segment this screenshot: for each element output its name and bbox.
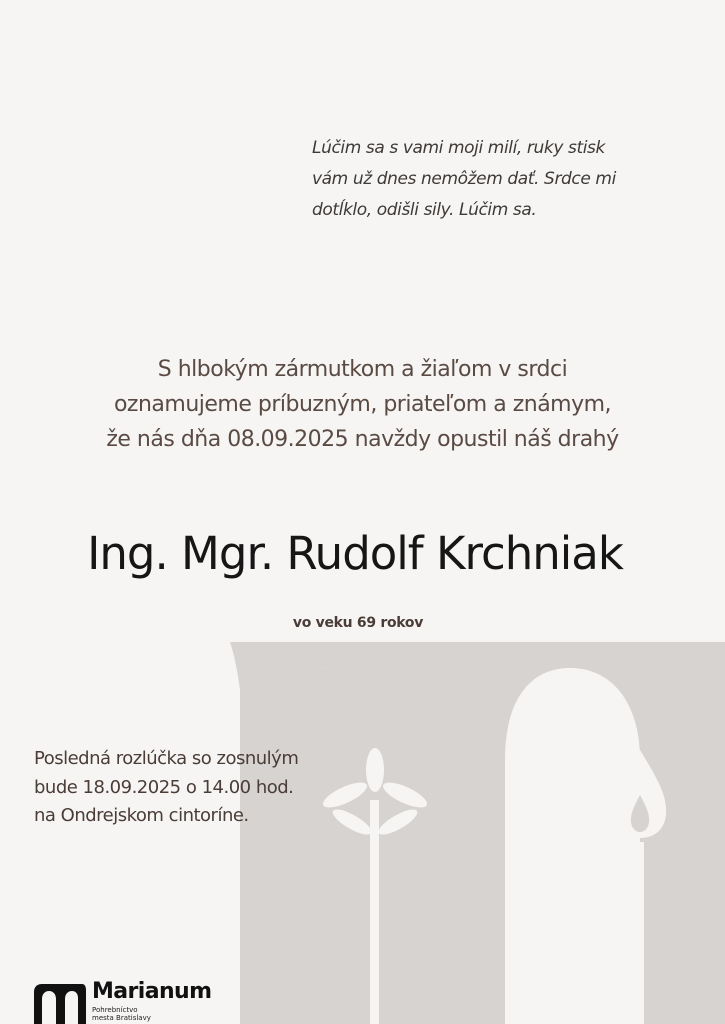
logo-subtitle-line: Pohrebníctvo [92, 1006, 138, 1014]
death-announcement [0, 352, 725, 457]
logo-name: Marianum [92, 979, 212, 1004]
announcement-line: oznamujeme príbuzným, priateľom a známym, [113, 392, 612, 417]
funeral-line: bude 18.09.2025 o 14.00 hod. [34, 776, 294, 798]
farewell-quote [312, 133, 652, 226]
logo-subtitle [92, 1006, 202, 1022]
announcement-line: S hlbokým zármutkom a žiaľom v srdci [157, 357, 568, 382]
quote-line: vám už dnes nemôžem dať. Srdce mi [312, 169, 616, 189]
deceased-age: vo veku 69 rokov [292, 615, 424, 631]
funeral-line: na Ondrejskom cintoríne. [34, 805, 249, 826]
marianum-logo-icon [34, 984, 86, 1024]
funeral-line: Posledná rozlúčka so zosnulým [34, 748, 299, 769]
quote-line: dotĺklo, odišli sily. Lúčim sa. [312, 200, 537, 220]
funeral-details [34, 745, 364, 831]
logo-subtitle-line: mesta Bratislavy [92, 1014, 151, 1022]
announcement-line: že nás dňa 08.09.2025 navždy opustil náš drahý [106, 427, 619, 452]
marianum-logo [34, 978, 234, 1024]
deceased-name: Ing. Mgr. Rudolf Krchniak [87, 527, 623, 580]
quote-line: Lúčim sa s vami moji milí, ruky stisk [312, 138, 605, 158]
